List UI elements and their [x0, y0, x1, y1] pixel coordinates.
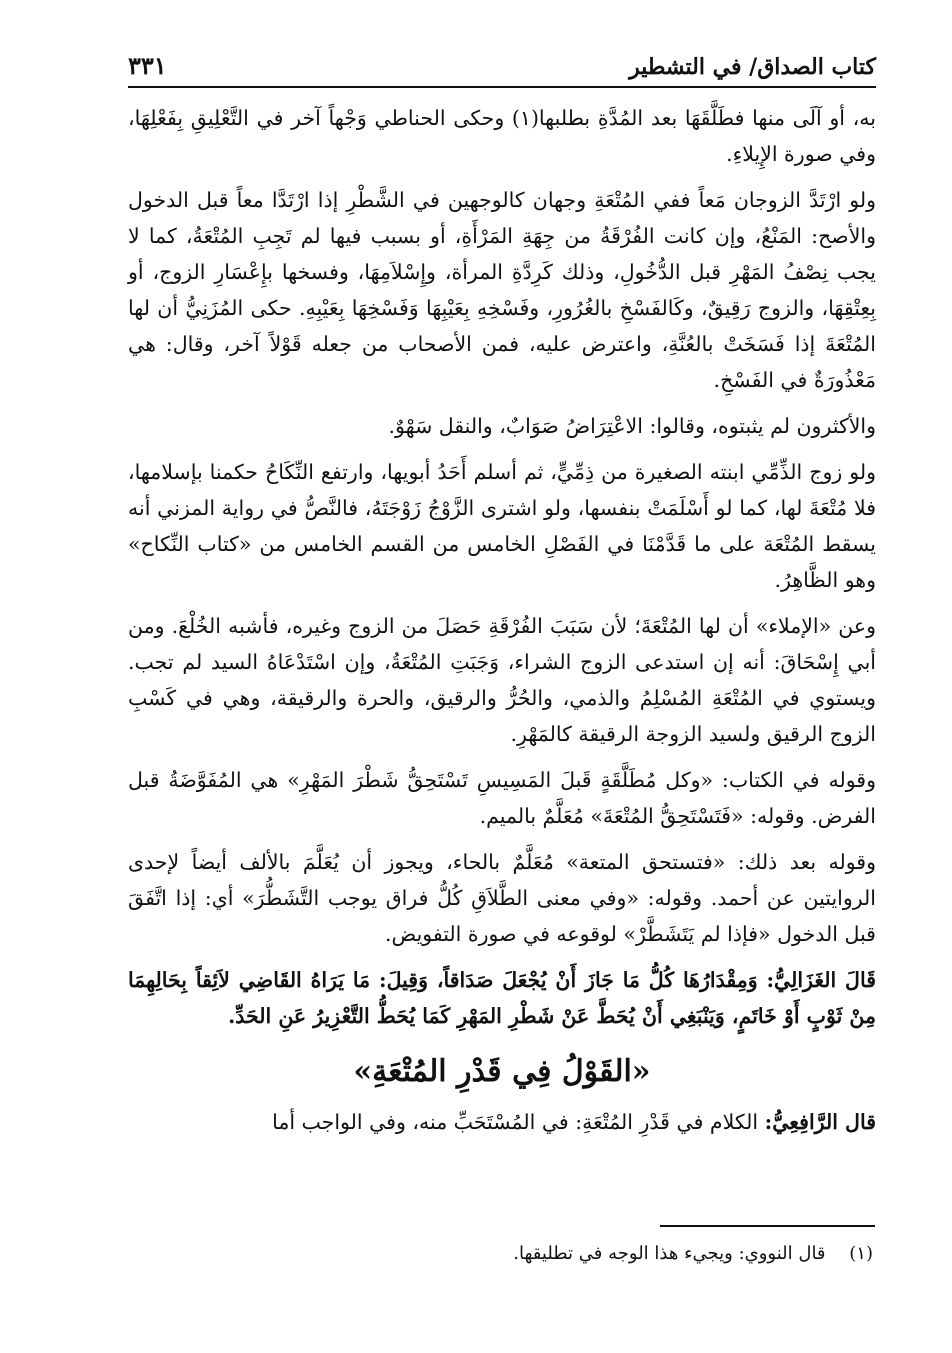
paragraph-1: به، أو آلَى منها فطَلَّقَهَا بعد المُدَّةِ بطلبها(١) وحكى الحناطي وَجْهاً آخر في التَّعْلِيقِ بِفَعْلِهَا، وفي صورة الإِيلاءِ.	[128, 106, 876, 166]
rafii-text: الكلام في قَدْرِ المُتْعَةِ: في المُسْتَحَبِّ منه، وفي الواجب أما	[272, 1110, 759, 1134]
footnote-number: (١)	[849, 1243, 873, 1264]
ghazali-quote: قَالَ الغَزَالِيُّ: وَمِقْدَارُهَا كُلُّ مَا جَازَ أَنْ يُجْعَلَ صَدَاقاً، وَقِيلَ: مَا يَرَاهُ القَاضِي لاَئِقاً بِحَالِهِمَا مِنْ ثَوْبٍ أَوْ خَاتَمٍ، وَيَنْبَغِي أَنْ يُحَطَّ عَنْ شَطْرِ المَهْرِ كَمَا يُحَطُّ التَّعْزِيرُ عَنِ الحَدِّ.	[128, 968, 876, 1028]
footnote-divider	[660, 1225, 875, 1227]
paragraph-5: وعن «الإملاء» أن لها المُتْعَةَ؛ لأن سَبَبَ الفُرْقَةِ حَصَلَ من الزوج وغيره، فأشبه الخُلْعَ. ومن أبي إِسْحَاقَ: أنه إن استدعى الزوج الشراء، وَجَبَتِ المُتْعَةُ، وإن اسْتَدْعَاهُ السيد لم تجب. ويستوي في المُتْعَةِ المُسْلِمُ والذمي، والحُرُّ والرقيق، والحرة والرقيقة، وهي في كَسْبِ الزوج الرقيق ولسيد الزوجة الرقيقة كالمَهْرِ.	[128, 614, 876, 746]
paragraph-2: ولو ارْتَدَّ الزوجان مَعاً ففي المُتْعَةِ وجهان كالوجهين في الشَّطْرِ إذا ارْتَدَّا معاً قبل الدخول والأصح: المَنْعُ، وإن كانت الفُرْقَةُ من جِهَةِ المَرْأَةِ، أو بسبب فيها لم تَجِبِ المُتْعَةُ، كما لا يجب نِصْفُ المَهْرِ قبل الدُّخُولِ، وذلك كَرِدَّةِ المرأة، وإِسْلاَمِهَا، وفسخها بإِعْسَارِ الزوج، أو بِعِتْقِهَا، والزوج رَقِيقٌ، وكَالفَسْخِ بالغُرُورِ، وفَسْخِهِ بِعَيْبِهَا وَفَسْخِهَا بِعَيْبِهِ. حكى المُزَنِيُّ أن لها المُتْعَةَ إذا فَسَخَتْ بالعُنَّةِ، واعترض عليه، فمن الأصحاب من جعله قَوْلاً آخر، وقال: هي مَعْذُورَةٌ في الفَسْخِ.	[128, 188, 876, 392]
page-number: ٣٣١	[128, 51, 167, 80]
page-header	[128, 38, 876, 88]
running-title: كتاب الصداق/ في التشطير	[629, 54, 876, 80]
paragraph-7: وقوله بعد ذلك: «فتستحق المتعة» مُعَلَّمٌ بالحاء، ويجوز أن يُعَلَّمَ بالألف أيضاً لإحدى الروايتين عن أحمد. وقوله: «وفي معنى الطَّلاَقِ كُلُّ فراق يوجب التَّشَطُّرَ» أي: إذا اتَّفَقَ قبل الدخول «فإذا لم يَتَشَطَّرْ» لوقوعه في صورة التفويض.	[128, 850, 876, 946]
paragraph-3: والأكثرون لم يثبتوه، وقالوا: الاعْتِرَاضُ صَوَابٌ، والنقل سَهْوٌ.	[388, 414, 876, 438]
page-body	[128, 100, 876, 1150]
rafii-paragraph	[128, 1104, 876, 1140]
footnote-text: قال النووي: ويجيء هذا الوجه في تطليقها.	[513, 1243, 826, 1264]
footnote	[128, 1240, 873, 1268]
rafii-lead: قال الرَّافِعِيُّ:	[764, 1110, 876, 1134]
paragraph-4: ولو زوج الذِّمِّي ابنته الصغيرة من ذِمِّيٍّ، ثم أسلم أَحَدُ أبويها، وارتفع النِّكَاحُ حكمنا بإسلامها، فلا مُتْعَةَ لها، كما لو أَسْلَمَتْ بنفسها، ولو اشترى الزَّوْجُ زَوْجَتَهُ، فالنَّصُّ في رواية المزني أنه يسقط المُتْعَة على ما قَدَّمْنَا في الفَصْلِ الخامس من القسم الخامس من «كتاب النِّكاح» وهو الظَّاهِرُ.	[128, 460, 876, 592]
section-heading: «القَوْلُ فِي قَدْرِ المُتْعَةِ»	[353, 1054, 651, 1089]
paragraph-6: وقوله في الكتاب: «وكل مُطَلَّقَةٍ قَبلَ المَسِيسِ تَسْتَحِقُّ شَطْرَ المَهْرِ» هي المُفَوَّضَةُ قبل الفرض. وقوله: «فَتَسْتَحِقُّ المُتْعَةَ» مُعَلَّمٌ بالميم.	[128, 768, 876, 828]
